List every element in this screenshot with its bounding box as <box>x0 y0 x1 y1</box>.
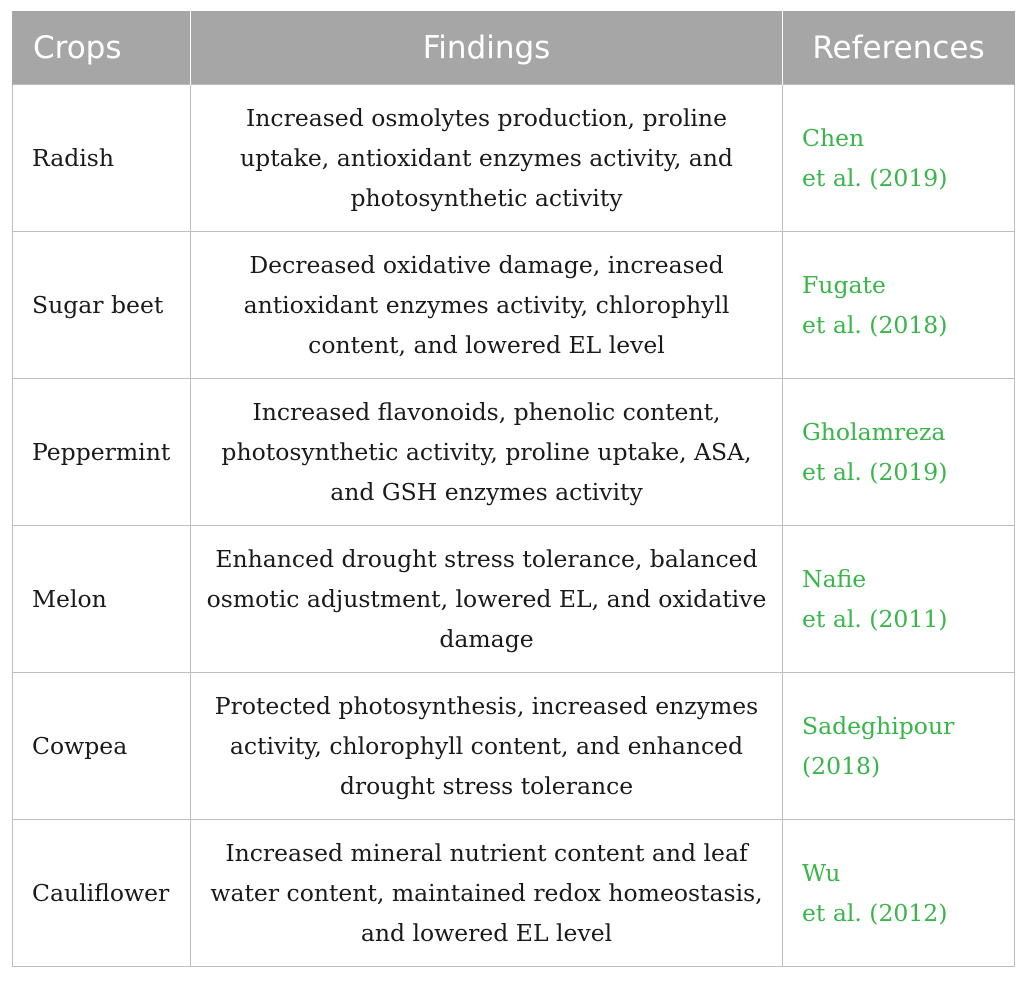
crop-cell: Sugar beet <box>13 232 191 379</box>
header-findings: Findings <box>191 11 783 85</box>
table-header <box>13 11 1015 85</box>
table-row <box>13 673 1015 820</box>
reference-link-author[interactable]: Gholamreza <box>802 418 946 446</box>
crop-cell: Cowpea <box>13 673 191 820</box>
reference-cell[interactable] <box>783 85 1015 232</box>
crop-findings-table-container <box>12 11 1014 967</box>
reference-link-author[interactable]: Sadeghipour <box>802 712 955 740</box>
crop-cell: Radish <box>13 85 191 232</box>
findings-cell: Decreased oxidative damage, increased antioxidant enzymes activity, chlorophyll content, and lowered EL level <box>191 232 783 379</box>
reference-cell[interactable] <box>783 820 1015 967</box>
reference-link-year[interactable]: et al. (2012) <box>802 899 948 927</box>
findings-cell: Increased flavonoids, phenolic content, photosynthetic activity, proline uptake, ASA, and GSH enzymes activity <box>191 379 783 526</box>
table-row <box>13 232 1015 379</box>
table-row <box>13 526 1015 673</box>
table-body <box>13 85 1015 967</box>
reference-link-author[interactable]: Chen <box>802 124 865 152</box>
reference-link-year[interactable]: et al. (2019) <box>802 164 948 192</box>
reference-link-year[interactable]: et al. (2019) <box>802 458 948 486</box>
findings-cell: Increased mineral nutrient content and leaf water content, maintained redox homeostasis, and lowered EL level <box>191 820 783 967</box>
header-crops: Crops <box>13 11 191 85</box>
findings-cell: Increased osmolytes production, proline uptake, antioxidant enzymes activity, and photosynthetic activity <box>191 85 783 232</box>
header-references: References <box>783 11 1015 85</box>
header-row <box>13 11 1015 85</box>
reference-link-year[interactable]: et al. (2018) <box>802 311 948 339</box>
crop-findings-table <box>12 11 1015 967</box>
reference-link-author[interactable]: Wu <box>802 859 841 887</box>
table-row <box>13 379 1015 526</box>
findings-cell: Protected photosynthesis, increased enzymes activity, chlorophyll content, and enhanced drought stress tolerance <box>191 673 783 820</box>
reference-link-year[interactable]: (2018) <box>802 752 881 780</box>
reference-cell[interactable] <box>783 379 1015 526</box>
table-row <box>13 85 1015 232</box>
reference-link-author[interactable]: Fugate <box>802 271 886 299</box>
crop-cell: Peppermint <box>13 379 191 526</box>
reference-link-year[interactable]: et al. (2011) <box>802 605 948 633</box>
reference-cell[interactable] <box>783 673 1015 820</box>
reference-link-author[interactable]: Nafie <box>802 565 867 593</box>
crop-cell: Melon <box>13 526 191 673</box>
crop-cell: Cauliflower <box>13 820 191 967</box>
reference-cell[interactable] <box>783 526 1015 673</box>
reference-cell[interactable] <box>783 232 1015 379</box>
table-row <box>13 820 1015 967</box>
findings-cell: Enhanced drought stress tolerance, balanced osmotic adjustment, lowered EL, and oxidative damage <box>191 526 783 673</box>
